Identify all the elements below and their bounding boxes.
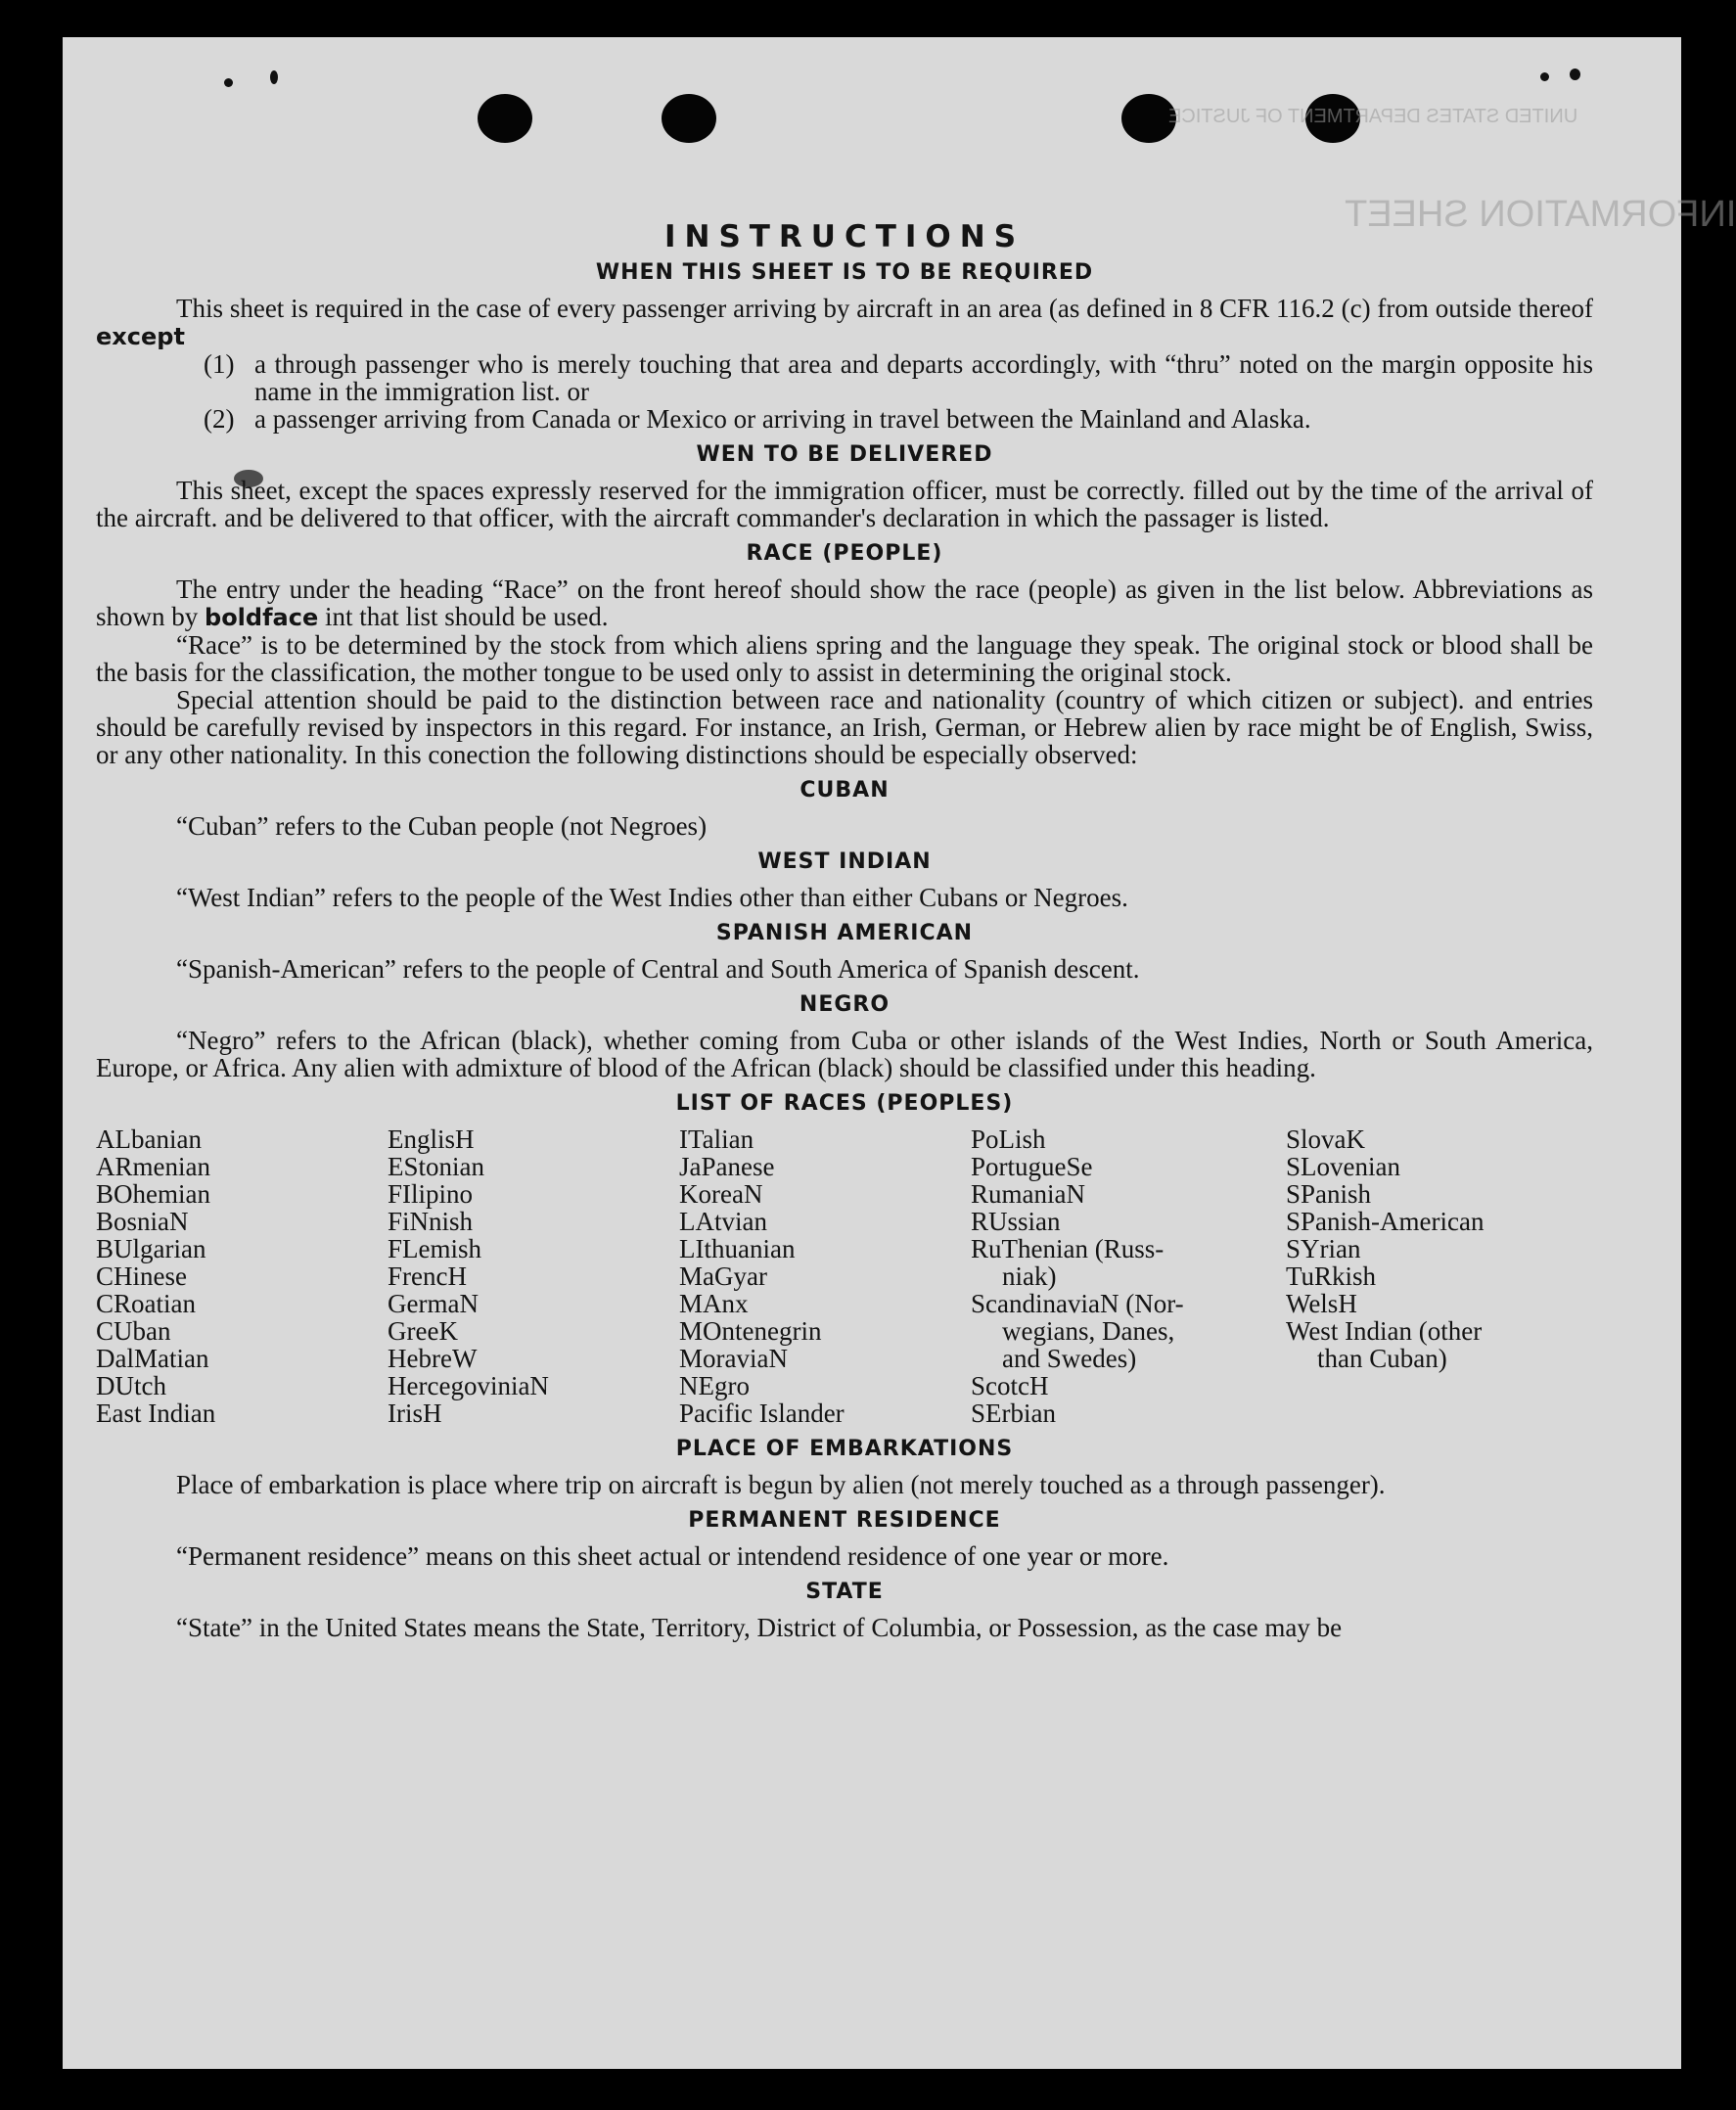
paragraph: “Spanish-American” refers to the people of Central and South America of Spanish descent. (176, 954, 1140, 984)
race-entry: HercegoviniaN (388, 1371, 549, 1400)
section-heading-spanish-american: SPANISH AMERICAN (715, 921, 974, 945)
paragraph: “Race” is to be determined by the stock from which aliens spring and the language they speak. The original stock or blood shall be the basis for the classification, the mother tongue to be used only to assist in determining the original stock. (96, 630, 1593, 687)
race-entry: PoLish (971, 1124, 1046, 1154)
race-entry: TuRkish (1286, 1261, 1377, 1291)
race-entry: JaPanese (679, 1152, 775, 1181)
ink-speck (1540, 72, 1549, 81)
document-page (63, 37, 1736, 2069)
section-heading-negro: NEGRO (799, 992, 891, 1017)
section-heading-permanent-residence: PERMANENT RESIDENCE (688, 1508, 1001, 1533)
section-heading-place-of-embarkation: PLACE OF EMBARKATIONS (675, 1437, 1014, 1461)
race-entry: SErbian (971, 1399, 1056, 1428)
race-entry: NEgro (679, 1371, 750, 1400)
punch-hole (478, 94, 532, 143)
paragraph: “West Indian” refers to the people of the West Indies other than either Cubans or Negroes. (176, 883, 1128, 912)
instructions-content (96, 184, 1593, 1641)
race-entry: BOhemian (96, 1179, 210, 1209)
race-entry: FiNnish (388, 1207, 474, 1236)
section-heading-when-delivered: WEN TO BE DELIVERED (696, 442, 993, 467)
paragraph: Special attention should be paid to the distinction between race and nationality (country of which citizen or subject). and entries should be carefully revised by inspectors in this regard. For instance, an Irish, German, or Hebrew alien by race might be of English, Swiss, or any other nationality. In this conection the following distinctions should be especially observed: (96, 685, 1593, 769)
section-heading-race: RACE (PEOPLE) (746, 541, 943, 566)
race-entry: ARmenian (96, 1152, 210, 1181)
race-entry: than Cuban) (1317, 1344, 1447, 1373)
races-column (1286, 1125, 1579, 1427)
paragraph: “Cuban” refers to the Cuban people (not Negroes) (176, 811, 708, 841)
race-entry: LIthuanian (679, 1234, 796, 1263)
race-entry: HebreW (388, 1344, 478, 1373)
race-entry: DalMatian (96, 1344, 209, 1373)
race-entry: EnglisH (388, 1124, 475, 1154)
races-column (388, 1125, 679, 1427)
race-entry: SYrian (1286, 1234, 1361, 1263)
race-entry: wegians, Danes, (1002, 1316, 1175, 1346)
race-entry: BosniaN (96, 1207, 189, 1236)
section-heading-cuban: CUBAN (799, 778, 890, 803)
race-entry: GreeK (388, 1316, 458, 1346)
section-heading-state: STATE (805, 1580, 884, 1604)
race-entry: GermaN (388, 1289, 479, 1318)
section-heading-list-of-races: LIST OF RACES (PEOPLES) (675, 1091, 1014, 1116)
race-entry: LAtvian (679, 1207, 767, 1236)
race-entry: SPanish (1286, 1179, 1372, 1209)
race-entry: MOntenegrin (679, 1316, 822, 1346)
punch-hole (662, 94, 716, 143)
race-entry: ALbanian (96, 1124, 202, 1154)
race-entry: RumaniaN (971, 1179, 1085, 1209)
races-column (971, 1125, 1286, 1427)
race-entry: BUlgarian (96, 1234, 206, 1263)
race-entry: Pacific Islander (679, 1399, 845, 1428)
paragraph: This sheet, except the spaces expressly reserved for the immigration officer, must be correctly. filled out by the time of the arrival of the aircraft. and be delivered to that officer, with the aircraft commander's declaration in which the passager is listed. (96, 476, 1593, 532)
race-entry: CHinese (96, 1261, 187, 1291)
race-entry: FrencH (388, 1261, 467, 1291)
ink-speck (270, 70, 278, 84)
bleed-through-header: UNITED STATES DEPARTMENT OF JUSTICE (1168, 106, 1578, 127)
races-table (96, 1125, 1593, 1427)
race-entry: West Indian (other (1286, 1316, 1483, 1346)
ink-speck (1570, 69, 1580, 80)
race-entry: RUssian (971, 1207, 1061, 1236)
paragraph: Place of embarkation is place where trip on aircraft is begun by alien (not merely touched as a through passenger). (176, 1470, 1386, 1499)
race-entry: CRoatian (96, 1289, 196, 1318)
race-entry: MaGyar (679, 1261, 767, 1291)
race-entry: KoreaN (679, 1179, 763, 1209)
bleed-through-title: INFORMATION SHEET (1345, 194, 1736, 235)
list-item: (1) a through passenger who is merely touching that area and departs accordingly, with “thru” noted on the margin opposite his name in the immigration list. or (204, 349, 1593, 406)
paragraph: “Permanent residence” means on this sheet actual or intendend residence of one year or more. (176, 1541, 1169, 1571)
race-entry: FIlipino (388, 1179, 474, 1209)
race-entry: CUban (96, 1316, 171, 1346)
races-column (679, 1125, 971, 1427)
paragraph: The entry under the heading “Race” on the front hereof should show the race (people) as given in the list below. Abbreviations as shown by boldface int that list should be used. (96, 574, 1593, 631)
ink-speck (224, 78, 233, 87)
races-column (96, 1125, 388, 1427)
paragraph: “Negro” refers to the African (black), whether coming from Cuba or other islands of the West Indies, North or South America, Europe, or Africa. Any alien with admixture of blood of the African (black) should be classified under this heading. (96, 1026, 1593, 1082)
race-entry: RuThenian (Russ- (971, 1234, 1165, 1263)
race-entry: DUtch (96, 1371, 166, 1400)
race-entry: and Swedes) (1002, 1344, 1137, 1373)
race-entry: IrisH (388, 1399, 442, 1428)
race-entry: SlovaK (1286, 1124, 1365, 1154)
race-entry: WelsH (1286, 1289, 1357, 1318)
race-entry: SLovenian (1286, 1152, 1400, 1181)
race-entry: EStonian (388, 1152, 484, 1181)
list-item: (2) a passenger arriving from Canada or Mexico or arriving in travel between the Mainland and Alaska. (204, 404, 1311, 434)
race-entry: ScandinaviaN (Nor- (971, 1289, 1184, 1318)
race-entry: ScotcH (971, 1371, 1049, 1400)
race-entry: SPanish-American (1286, 1207, 1485, 1236)
race-entry: MoraviaN (679, 1344, 788, 1373)
race-entry: PortugueSe (971, 1152, 1093, 1181)
race-entry: ITalian (679, 1124, 754, 1154)
section-heading-west-indian: WEST INDIAN (757, 849, 932, 874)
race-entry: MAnx (679, 1289, 749, 1318)
race-entry: FLemish (388, 1234, 482, 1263)
race-entry: East Indian (96, 1399, 216, 1428)
section-heading-when-required: WHEN THIS SHEET IS TO BE REQUIRED (595, 260, 1094, 285)
page-title: INSTRUCTIONS (663, 219, 1026, 254)
paragraph: “State” in the United States means the State, Territory, District of Columbia, or Possession, as the case may be (176, 1613, 1343, 1642)
race-entry: niak) (1002, 1261, 1057, 1291)
paragraph: This sheet is required in the case of every passenger arriving by aircraft in an area (as defined in 8 CFR 116.2 (c) from outside thereof except (96, 294, 1593, 350)
